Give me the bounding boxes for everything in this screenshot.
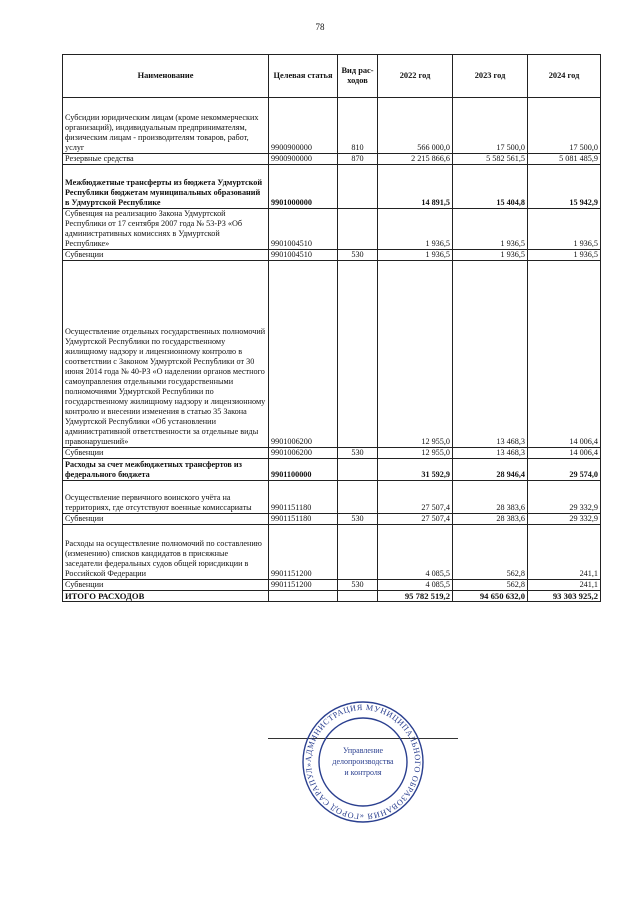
header-name: Наименование bbox=[63, 55, 269, 98]
row-name: Расходы за счет межбюджетных трансфертов из федерального бюджета bbox=[63, 459, 269, 481]
row-expense-type: 530 bbox=[338, 448, 378, 459]
row-target-article: 9901004510 bbox=[269, 209, 338, 250]
row-value-2024: 29 332,9 bbox=[528, 514, 601, 525]
row-value-2024: 241,1 bbox=[528, 525, 601, 580]
table-row bbox=[63, 525, 601, 580]
row-target-article: 9901004510 bbox=[269, 250, 338, 261]
row-value-2023: 15 404,8 bbox=[453, 165, 528, 209]
row-expense-type: 530 bbox=[338, 514, 378, 525]
row-value-2024: 14 006,4 bbox=[528, 261, 601, 448]
stamp-center-line-2: делопроизводства bbox=[332, 757, 394, 766]
row-value-2022: 12 955,0 bbox=[378, 261, 453, 448]
stamp-ring-text: АДМИНИСТРАЦИЯ МУНИЦИПАЛЬНОГО ОБРАЗОВАНИЯ «ГОРОД САРАПУЛ» bbox=[303, 702, 423, 822]
row-value-2023: 1 936,5 bbox=[453, 250, 528, 261]
row-name: Субвенции bbox=[63, 580, 269, 591]
row-name: Осуществление первичного воинского учёта на территориях, где отсутствуют военные комиссариаты bbox=[63, 481, 269, 514]
row-value-2023: 1 936,5 bbox=[453, 209, 528, 250]
row-expense-type: 810 bbox=[338, 98, 378, 154]
row-value-2022: 14 891,5 bbox=[378, 165, 453, 209]
table-row bbox=[63, 481, 601, 514]
row-value-2023: 28 383,6 bbox=[453, 514, 528, 525]
stamp-seal-icon bbox=[298, 698, 428, 826]
row-value-2024: 1 936,5 bbox=[528, 209, 601, 250]
header-target-article: Целевая статья bbox=[269, 55, 338, 98]
row-expense-type bbox=[338, 165, 378, 209]
row-value-2024: 14 006,4 bbox=[528, 448, 601, 459]
total-code-cell bbox=[269, 591, 338, 602]
row-name: Расходы на осуществление полномочий по составлению (изменению) списков кандидатов в присяжные заседатели федеральных судов общей юрисдикции в Российской Федерации bbox=[63, 525, 269, 580]
row-name: Субвенции bbox=[63, 514, 269, 525]
total-2022: 95 782 519,2 bbox=[378, 591, 453, 602]
row-value-2023: 28 946,4 bbox=[453, 459, 528, 481]
official-stamp bbox=[298, 698, 428, 826]
row-value-2024: 29 574,0 bbox=[528, 459, 601, 481]
row-value-2022: 2 215 866,6 bbox=[378, 154, 453, 165]
table-row bbox=[63, 580, 601, 591]
header-2024: 2024 год bbox=[528, 55, 601, 98]
row-target-article: 9901151200 bbox=[269, 580, 338, 591]
row-name: Осуществление отдельных государственных полномочий Удмуртской Республики по государственному жилищному надзору и лицензионному контролю в соответствии с Законом Удмуртской Республики от 30 июня 2014 года № 40-РЗ «О наделении органов местного самоуправления отдельными государственными полномочиями Удмуртской Республики по государственному жилищному надзору и лицензионному контролю и внесении изменения в статью 35 Закона Удмуртской Республики «Об установлении административной ответственности за отдельные виды правонарушений» bbox=[63, 261, 269, 448]
table-row bbox=[63, 250, 601, 261]
row-expense-type: 530 bbox=[338, 580, 378, 591]
table-header-row bbox=[63, 55, 601, 98]
row-value-2022: 4 085,5 bbox=[378, 525, 453, 580]
row-value-2023: 562,8 bbox=[453, 525, 528, 580]
page-number: 78 bbox=[315, 22, 325, 32]
table-row bbox=[63, 261, 601, 448]
total-2024: 93 303 925,2 bbox=[528, 591, 601, 602]
table-row bbox=[63, 448, 601, 459]
total-label: ИТОГО РАСХОДОВ bbox=[63, 591, 269, 602]
row-target-article: 9901000000 bbox=[269, 165, 338, 209]
table-row bbox=[63, 98, 601, 154]
row-expense-type bbox=[338, 481, 378, 514]
row-expense-type: 530 bbox=[338, 250, 378, 261]
row-expense-type bbox=[338, 209, 378, 250]
row-expense-type bbox=[338, 261, 378, 448]
row-target-article: 9901151180 bbox=[269, 514, 338, 525]
row-target-article: 9901151200 bbox=[269, 525, 338, 580]
row-value-2022: 4 085,5 bbox=[378, 580, 453, 591]
row-name: Субвенции bbox=[63, 448, 269, 459]
row-name: Резервные средства bbox=[63, 154, 269, 165]
row-value-2022: 1 936,5 bbox=[378, 250, 453, 261]
row-target-article: 9901100000 bbox=[269, 459, 338, 481]
row-value-2024: 1 936,5 bbox=[528, 250, 601, 261]
row-value-2022: 566 000,0 bbox=[378, 98, 453, 154]
table-row bbox=[63, 154, 601, 165]
row-target-article: 9901151180 bbox=[269, 481, 338, 514]
row-value-2022: 12 955,0 bbox=[378, 448, 453, 459]
header-2023: 2023 год bbox=[453, 55, 528, 98]
row-value-2024: 15 942,9 bbox=[528, 165, 601, 209]
row-target-article: 9900900000 bbox=[269, 98, 338, 154]
row-value-2023: 5 582 561,5 bbox=[453, 154, 528, 165]
budget-table bbox=[62, 54, 601, 602]
row-target-article: 9901006200 bbox=[269, 448, 338, 459]
row-target-article: 9900900000 bbox=[269, 154, 338, 165]
row-name: Межбюджетные трансферты из бюджета Удмуртской Республики бюджетам муниципальных образований в Удмуртской Республике bbox=[63, 165, 269, 209]
row-target-article: 9901006200 bbox=[269, 261, 338, 448]
total-type-cell bbox=[338, 591, 378, 602]
row-value-2022: 1 936,5 bbox=[378, 209, 453, 250]
row-expense-type: 870 bbox=[338, 154, 378, 165]
header-expense-type: Вид рас-ходов bbox=[338, 55, 378, 98]
stamp-center-line-1: Управление bbox=[342, 746, 384, 755]
row-expense-type bbox=[338, 459, 378, 481]
total-2023: 94 650 632,0 bbox=[453, 591, 528, 602]
row-value-2024: 29 332,9 bbox=[528, 481, 601, 514]
total-row bbox=[63, 591, 601, 602]
row-value-2023: 562,8 bbox=[453, 580, 528, 591]
row-value-2023: 28 383,6 bbox=[453, 481, 528, 514]
table-row bbox=[63, 459, 601, 481]
row-value-2023: 13 468,3 bbox=[453, 448, 528, 459]
stamp-center-line-3: и контроля bbox=[344, 768, 382, 777]
row-value-2022: 27 507,4 bbox=[378, 481, 453, 514]
row-value-2023: 13 468,3 bbox=[453, 261, 528, 448]
row-value-2024: 17 500,0 bbox=[528, 98, 601, 154]
row-value-2024: 241,1 bbox=[528, 580, 601, 591]
row-value-2024: 5 081 485,9 bbox=[528, 154, 601, 165]
header-2022: 2022 год bbox=[378, 55, 453, 98]
row-name: Субвенция на реализацию Закона Удмуртской Республики от 17 сентября 2007 года № 53-РЗ «Об административных комиссиях в Удмуртской Республике» bbox=[63, 209, 269, 250]
row-name: Субвенции bbox=[63, 250, 269, 261]
table-row bbox=[63, 514, 601, 525]
row-expense-type bbox=[338, 525, 378, 580]
row-value-2023: 17 500,0 bbox=[453, 98, 528, 154]
row-value-2022: 27 507,4 bbox=[378, 514, 453, 525]
row-value-2022: 31 592,9 bbox=[378, 459, 453, 481]
table-row bbox=[63, 165, 601, 209]
row-name: Субсидии юридическим лицам (кроме некоммерческих организаций), индивидуальным предпринимателям, физическим лицам - производителям товаров, работ, услуг bbox=[63, 98, 269, 154]
table-row bbox=[63, 209, 601, 250]
